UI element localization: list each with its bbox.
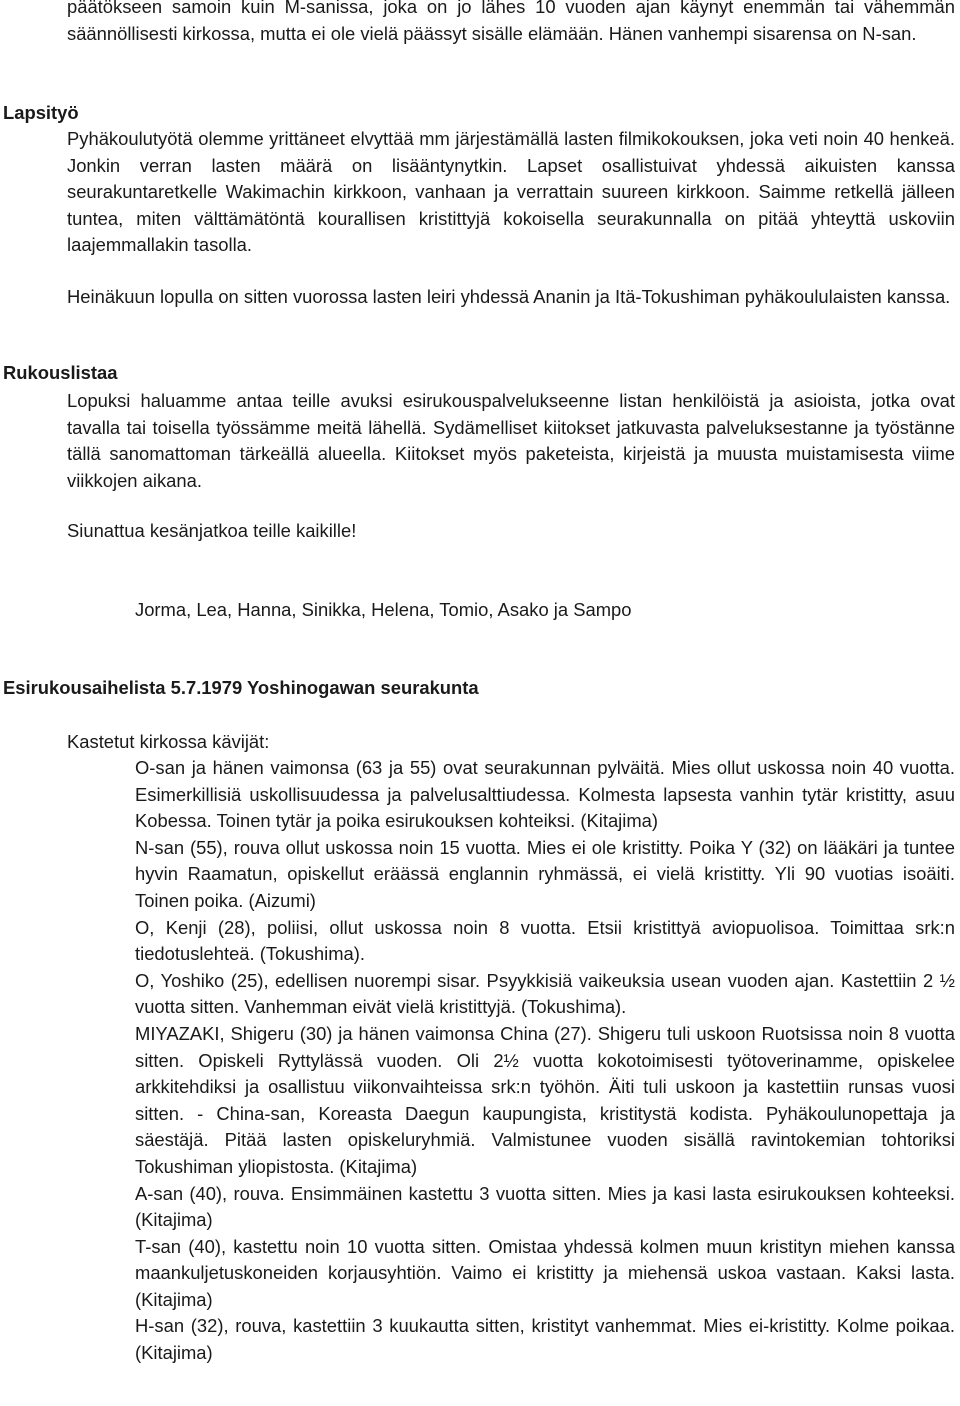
- list-item: N-san (55), rouva ollut uskossa noin 15 vuotta. Mies ei ole kristitty. Poika Y (32) on lääkäri ja tuntee hyvin Raamatun, opiskellut eräässä englannin ryhmässä, ei vielä kristitty. Yli 90 vuotias isoäiti. Toinen poika. (Aizumi): [135, 836, 955, 911]
- prayer-list-title: Esirukousaihelista 5.7.1979 Yoshinogawan seurakunta: [3, 677, 479, 698]
- section-heading-rukouslistaa: Rukouslistaa: [3, 362, 118, 383]
- list-item: O-san ja hänen vaimonsa (63 ja 55) ovat seurakunnan pylväitä. Mies ollut uskossa noin 40 vuotta. Esimerkillisiä uskollisuudessa ja palvelusalttiudessa. Kolmesta lapsesta vanhin tytär kristitty, asuu Kobessa. Toinen tytär ja poika esirukouksen kohteiksi. (Kitajima): [135, 757, 955, 832]
- lapsityo-camp-paragraph: Heinäkuun lopulla on sitten vuorossa lasten leiri yhdessä Ananin ja Itä-Tokushiman pyhäkoululaisten kanssa.: [67, 286, 951, 307]
- list-item: H-san (32), rouva, kastettiin 3 kuukautta sitten, kristityt vanhemmat. Mies ei-kristitty. Kolme poikaa. (Kitajima): [135, 1315, 955, 1364]
- section-heading-lapsityo: Lapsityö: [3, 102, 79, 123]
- list-item: T-san (40), kastettu noin 10 vuotta sitten. Omistaa yhdessä kolmen muun kristityn miehen kanssa maankuljetuskoneiden korjausyhtiön. Vaimo ei kristitty ja miehensä uskoa vastaan. Kaksi lasta. (Kitajima): [135, 1235, 955, 1310]
- intro-paragraph: päätökseen samoin kuin M-sanissa, joka on jo lähes 10 vuoden ajan käynyt enemmän tai vähemmän säännöllisesti kirkossa, mutta ei ole vielä päässyt sisälle elämään. Hänen vanhempi sisarensa on N-san.: [67, 0, 955, 44]
- list-item: O, Yoshiko (25), edellisen nuorempi sisar. Psyykkisiä vaikeuksia usean vuoden ajan. Kastettiin 2 ½ vuotta sitten. Vanhemman eivät vielä kristittyjä. (Tokushima).: [135, 969, 955, 1018]
- closing-greeting: Siunattua kesänjatkoa teille kaikille!: [67, 520, 357, 541]
- lapsityo-paragraph: Pyhäkoulutyötä olemme yrittäneet elvyttää mm järjestämällä lasten filmikokouksen, joka veti noin 40 henkeä. Jonkin verran lasten määrä on lisääntynytkin. Lapset osallistuivat yhdessä aikuisten kanssa seurakuntaretkelle Wakimachin kirkkoon, vanhaan ja verrattain suureen kirkkoon. Saimme retkellä jälleen tuntea, miten välttämätöntä kourallisen kristittyjä kokoisella seurakunnalla on pitää yhteyttä uskoviin laajemmallakin tasolla.: [67, 128, 955, 256]
- signature: Jorma, Lea, Hanna, Sinikka, Helena, Tomio, Asako ja Sampo: [135, 599, 632, 620]
- prayer-list-entries: [135, 755, 955, 1367]
- list-item: MIYAZAKI, Shigeru (30) ja hänen vaimonsa China (27). Shigeru tuli uskoon Ruotsissa noin 8 vuotta sitten. Opiskeli Ryttylässä vuoden. Oli 2½ vuotta kokotoimisesti työtoverinamme, opiskelee arkkitehdiksi ja osallistuu viikonvaihteissa srk:n työhön. Äiti tuli uskoon ja kastettiin runsas vuosi sitten. - China-san, Koreasta Daegun kaupungista, kristitystä kodista. Pyhäkoulunopettaja ja säestäjä. Pitää lasten opiskeluryhmiä. Valmistunee vuoden sisällä ravintokemian tohtoriksi Tokushiman yliopistosta. (Kitajima): [135, 1022, 955, 1177]
- list-item: O, Kenji (28), poliisi, ollut uskossa noin 8 vuotta. Etsii kristittyä aviopuolisoa. Toimittaa srk:n tiedotuslehteä. (Tokushima).: [135, 916, 955, 965]
- baptized-group-label: Kastetut kirkossa kävijät:: [67, 731, 270, 752]
- rukouslistaa-paragraph: Lopuksi haluamme antaa teille avuksi esirukouspalvelukseenne listan henkilöistä ja asioista, jotka ovat tavalla tai toisella työssämme meitä lähellä. Sydämelliset kiitokset jatkuvasta palveluksestanne ja työstänne tällä sanomattoman tärkeällä alueella. Kiitokset myös paketeista, kirjeistä ja muusta muistamisesta viime viikkojen aikana.: [67, 390, 955, 491]
- list-item: A-san (40), rouva. Ensimmäinen kastettu 3 vuotta sitten. Mies ja kasi lasta esirukouksen kohteeksi. (Kitajima): [135, 1182, 955, 1231]
